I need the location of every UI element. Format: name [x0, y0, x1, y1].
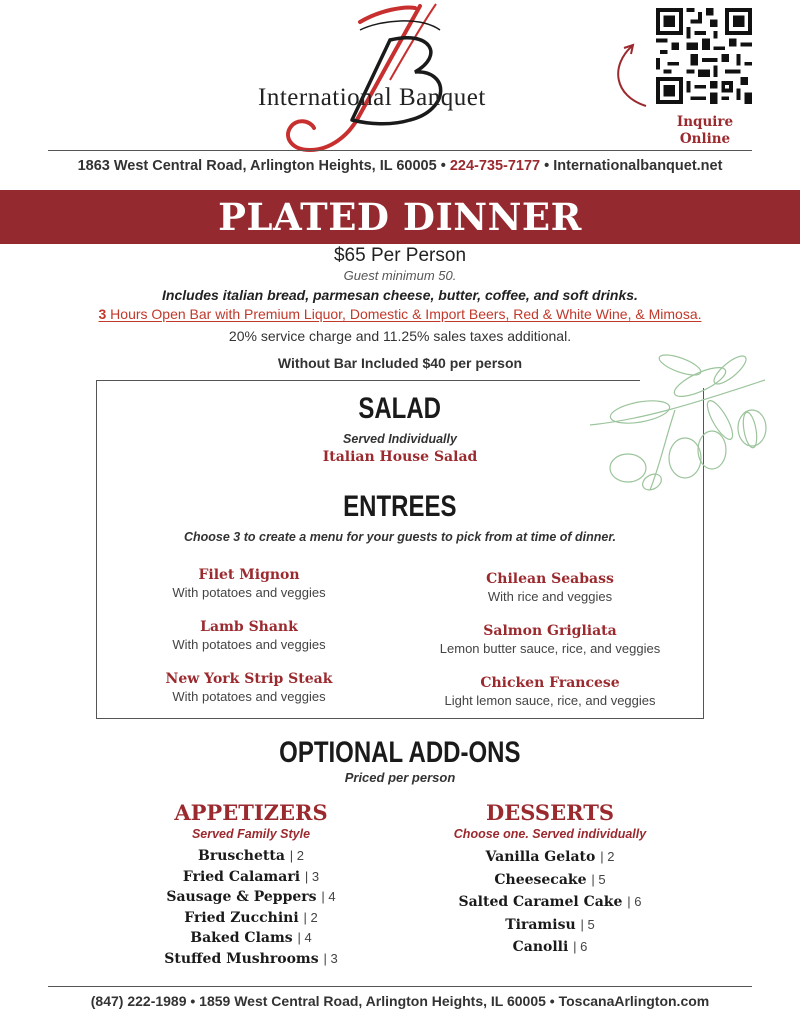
without-bar-price: Without Bar Included $40 per person — [277, 355, 523, 371]
desserts-column — [400, 800, 700, 959]
entree-desc: Light lemon sauce, rice, and veggies — [444, 693, 656, 708]
entree-item — [99, 566, 399, 602]
list-item — [101, 887, 401, 908]
entrees-heading — [0, 490, 800, 524]
item-price: | 3 — [304, 868, 320, 884]
addons-heading-text: OPTIONAL ADD-ONS — [279, 736, 521, 769]
item-name: Cheesecake — [494, 871, 587, 888]
item-price: | 6 — [627, 894, 642, 909]
item-name: Vanilla Gelato — [485, 849, 596, 865]
item-price: | 5 — [580, 916, 595, 932]
item-name: Salted Caramel Cake — [458, 894, 623, 910]
item-price: | 5 — [591, 871, 606, 887]
appetizers-note: Served Family Style — [191, 827, 311, 841]
addons-heading — [0, 736, 800, 770]
list-item — [101, 846, 401, 867]
entree-item — [99, 618, 399, 654]
entree-desc: Lemon butter sauce, rice, and veggies — [439, 641, 661, 656]
entree-name: Lamb Shank — [200, 619, 298, 635]
entree-item — [99, 670, 399, 706]
item-name: Stuffed Mushrooms — [164, 950, 319, 967]
page-title: PLATED DINNER — [218, 195, 582, 239]
open-bar-note — [0, 306, 800, 322]
entree-name: Chilean Seabass — [486, 571, 614, 587]
address: 1863 West Central Road, Arlington Heights, IL 60005 — [77, 158, 437, 174]
entrees-note: Choose 3 to create a menu for your guests to pick from at time of dinner. — [183, 530, 617, 544]
item-price: | 2 — [600, 849, 615, 864]
entrees-heading-text: ENTREES — [343, 490, 457, 523]
item-price: | 4 — [321, 889, 336, 904]
salad-heading — [0, 392, 800, 426]
salad-heading-text: SALAD — [358, 392, 442, 425]
header-divider — [48, 150, 752, 151]
entree-desc: With potatoes and veggies — [172, 637, 326, 652]
entree-name: Salmon Grigliata — [483, 623, 617, 639]
list-item — [400, 936, 700, 959]
desserts-note: Choose one. Served individually — [453, 827, 647, 841]
item-name: Bruschetta — [198, 848, 285, 864]
appetizers-column — [101, 800, 401, 969]
entree-desc: With potatoes and veggies — [172, 689, 326, 704]
entree-desc: With rice and veggies — [487, 589, 613, 604]
entree-item — [400, 570, 700, 606]
phone-link[interactable]: 224-735-7177 — [449, 158, 541, 174]
footer-contact: (847) 222-1989 • 1859 West Central Road, Arlington Heights, IL 60005 • ToscanaArlington.com — [90, 993, 710, 1009]
list-item — [101, 928, 401, 949]
list-item — [101, 908, 401, 929]
list-item — [400, 869, 700, 892]
item-price: | 4 — [297, 930, 312, 945]
open-bar-hours: 3 — [98, 306, 107, 322]
addons-note: Priced per person — [344, 770, 456, 785]
open-bar-text: Hours Open Bar with Premium Liquor, Domestic & Import Beers, Red & White Wine, & Mimosa. — [106, 306, 702, 322]
entree-desc: With potatoes and veggies — [172, 585, 326, 600]
brand-name: International Banquet — [258, 84, 486, 111]
website-link[interactable]: Internationalbanquet.net — [553, 158, 723, 174]
separator-dot: • — [544, 158, 554, 174]
list-item — [400, 846, 700, 869]
item-price: | 6 — [573, 939, 588, 954]
item-name: Baked Clams — [190, 930, 293, 946]
item-price: | 2 — [303, 909, 318, 925]
item-name: Fried Zucchini — [184, 909, 299, 926]
entree-name: Filet Mignon — [198, 567, 300, 583]
list-item — [101, 867, 401, 888]
title-banner — [0, 190, 800, 244]
item-name: Canolli — [512, 939, 569, 955]
entree-name: Chicken Francese — [480, 675, 620, 691]
entree-item — [400, 674, 700, 710]
salad-item: Italian House Salad — [322, 449, 478, 465]
separator-dot: • — [440, 158, 450, 174]
guest-minimum: Guest minimum 50. — [343, 268, 457, 283]
entree-item — [400, 622, 700, 658]
item-name: Fried Calamari — [182, 868, 301, 885]
list-item — [400, 891, 700, 914]
item-name: Tiramisu — [505, 916, 576, 933]
jb-monogram-logo — [240, 0, 530, 155]
service-charge-note: 20% service charge and 11.25% sales taxes additional. — [228, 328, 572, 344]
entree-name: New York Strip Steak — [165, 671, 333, 687]
inquire-online-link[interactable]: Inquire Online — [676, 114, 734, 147]
qr-code-icon[interactable] — [656, 8, 752, 104]
contact-line — [0, 158, 800, 174]
item-price: | 3 — [323, 950, 338, 966]
curved-arrow-icon — [606, 40, 654, 110]
salad-note: Served Individually — [343, 432, 457, 446]
item-price: | 2 — [289, 848, 304, 863]
footer-divider — [48, 986, 752, 987]
price-per-person: $65 Per Person — [333, 245, 467, 266]
includes-note: Includes italian bread, parmesan cheese, butter, coffee, and soft drinks. — [162, 287, 638, 303]
desserts-heading: DESSERTS — [486, 800, 614, 825]
item-name: Sausage & Peppers — [166, 889, 317, 905]
list-item — [101, 949, 401, 970]
list-item — [400, 914, 700, 937]
appetizers-heading: APPETIZERS — [174, 800, 328, 825]
